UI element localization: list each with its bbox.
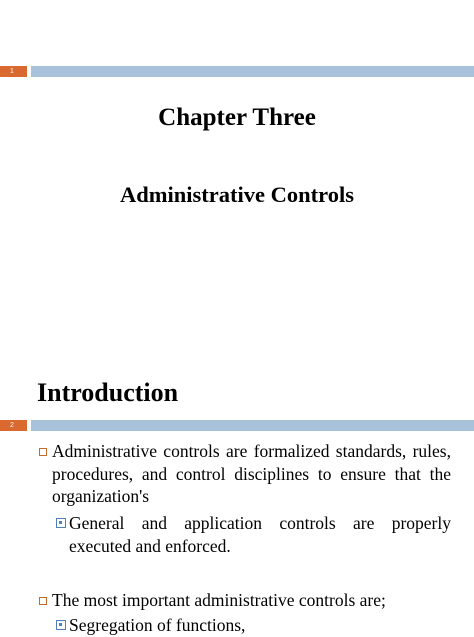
bullet-1-text: Administrative controls are formalized standards, rules, procedures, and control disciplines to ensure that the organization's: [52, 441, 451, 507]
bullet-2-text: The most important administrative controls are;: [52, 590, 386, 610]
bullet-2-sub-1-text: Segregation of functions,: [69, 615, 246, 635]
square-bullet-icon: [39, 448, 47, 456]
slide-header-band-2: [31, 420, 474, 431]
slide-number-2: 2: [0, 420, 27, 431]
square-bullet-icon: [39, 597, 47, 605]
bullet-1-sub-1: [56, 512, 451, 557]
bullet-1: [39, 440, 451, 508]
slide-header-band-1: [31, 66, 474, 77]
bullet-1-sub-1-text: General and application controls are properly executed and enforced.: [69, 513, 451, 556]
slide-2-heading: Introduction: [37, 378, 179, 407]
square-sub-bullet-icon: [56, 518, 66, 528]
chapter-title: Chapter Three: [158, 104, 316, 131]
slide-number-1: 1: [0, 66, 27, 77]
chapter-subtitle: Administrative Controls: [120, 182, 354, 207]
bullet-2-sub-1: [56, 614, 451, 637]
bullet-2: [39, 589, 451, 612]
square-sub-bullet-icon: [56, 620, 66, 630]
